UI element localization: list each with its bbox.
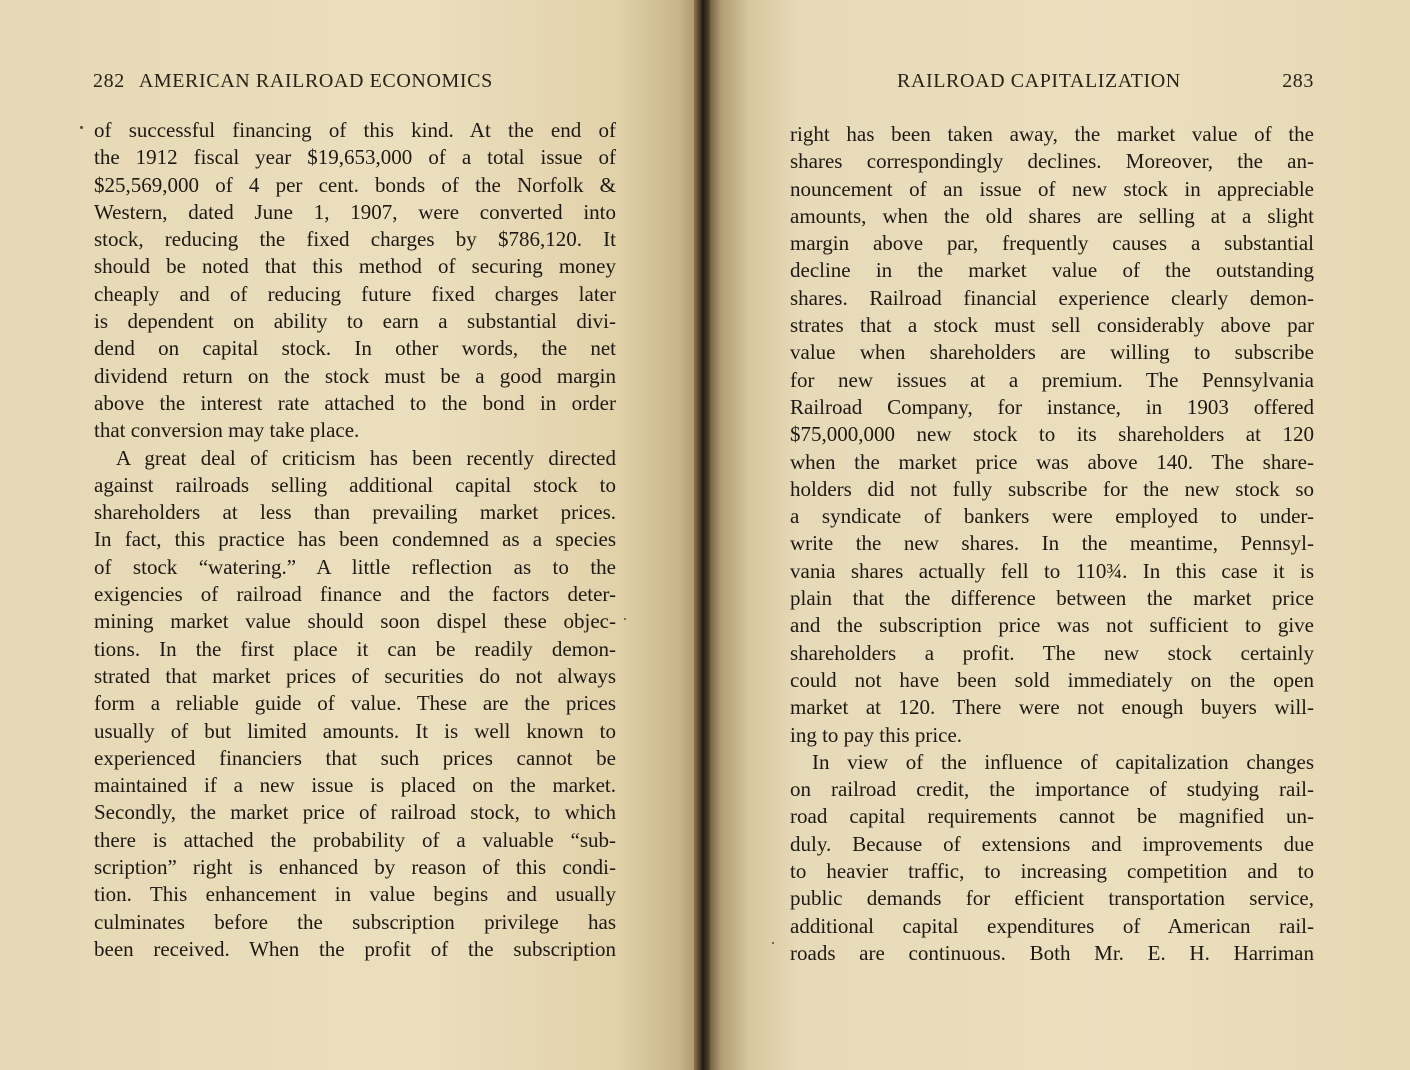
text-line: nouncement of an issue of new stock in appreciable [790,176,1314,201]
text-line: vania shares actually fell to 110¾. In this case it is [790,558,1314,583]
text-line: $25,569,000 of 4 per cent. bonds of the Norfolk & [94,172,616,197]
left-page-number: 282 [93,70,125,92]
right-head-title: RAILROAD CAPITALIZATION [897,70,1181,92]
text-line: tions. In the first place it can be readily demon- [94,636,616,661]
text-line: scription” right is enhanced by reason of this condi- [94,855,616,880]
text-line: dividend return on the stock must be a good margin [94,363,616,388]
text-line: In view of the influence of capitalization changes [812,749,1314,774]
text-line: experienced financiers that such prices cannot be [94,745,616,770]
text-line: above the interest rate attached to the bond in order [94,390,616,415]
text-line: right has been taken away, the market value of the [790,122,1314,146]
text-line: market at 120. There were not enough buyers will- [790,695,1314,720]
text-line: against railroads selling additional capital stock to [94,472,616,497]
text-line: roads are continuous. Both Mr. E. H. Harriman [790,940,1314,965]
text-line: write the new shares. In the meantime, Pennsyl- [790,531,1314,556]
text-line: exigencies of railroad finance and the factors deter- [94,582,616,607]
text-line: mining market value should soon dispel these objec- [94,609,616,634]
text-line: Railroad Company, for instance, in 1903 offered [790,394,1314,419]
text-line: could not have been sold immediately on the open [790,667,1314,692]
text-line: Secondly, the market price of railroad stock, to which [94,800,616,825]
text-line: shareholders at less than prevailing market prices. [94,500,616,525]
text-line: value when shareholders are willing to subscribe [790,340,1314,365]
text-line: shares correspondingly declines. Moreover, the an- [790,149,1314,174]
text-line: A great deal of criticism has been recently directed [116,445,616,470]
text-line: public demands for efficient transportation service, [790,886,1314,911]
right-body-text [790,121,1314,967]
left-head-title: AMERICAN RAILROAD ECONOMICS [138,70,493,92]
text-line: shareholders a profit. The new stock certainly [790,640,1314,665]
text-line: of successful financing of this kind. At the end of [94,118,616,142]
book-gutter [694,0,710,1070]
text-line: the 1912 fiscal year $19,653,000 of a total issue of [94,145,616,170]
left-running-head [93,70,616,93]
text-line: In fact, this practice has been condemned as a species [94,527,616,552]
text-line: amounts, when the old shares are selling at a slight [790,203,1314,228]
text-line: and the subscription price was not sufficient to give [790,613,1314,638]
left-page [0,0,700,1070]
text-line: been received. When the profit of the subscription [94,936,616,961]
text-line: to heavier traffic, to increasing competition and to [790,859,1314,884]
text-line: stock, reducing the fixed charges by $786,120. It [94,227,616,252]
left-body-text [94,117,616,963]
text-line: dend on capital stock. In other words, the net [94,336,616,361]
text-line: plain that the difference between the market price [790,586,1314,611]
text-line: form a reliable guide of value. These are the prices [94,691,616,716]
text-line: there is attached the probability of a valuable “sub- [94,827,616,852]
ink-speck [772,942,774,944]
text-line: maintained if a new issue is placed on the market. [94,773,616,798]
text-line: of stock “watering.” A little reflection as to the [94,554,616,579]
text-line: duly. Because of extensions and improvements due [790,831,1314,856]
text-line: road capital requirements cannot be magnified un- [790,804,1314,829]
text-line: should be noted that this method of securing money [94,254,616,279]
right-page [700,0,1410,1070]
text-line: holders did not fully subscribe for the new stock so [790,476,1314,501]
text-line: usually of but limited amounts. It is well known to [94,718,616,743]
text-line: for new issues at a premium. The Pennsylvania [790,367,1314,392]
text-line: margin above par, frequently causes a substantial [790,231,1314,256]
text-line: strated that market prices of securities do not always [94,663,616,688]
text-line: when the market price was above 140. The share- [790,449,1314,474]
right-page-number: 283 [1282,70,1314,92]
text-line: cheaply and of reducing future fixed charges later [94,281,616,306]
text-line: shares. Railroad financial experience clearly demon- [790,285,1314,310]
text-line: decline in the market value of the outstanding [790,258,1314,283]
ink-speck [80,126,83,129]
text-line: tion. This enhancement in value begins and usually [94,882,616,907]
ink-speck [624,618,626,620]
text-line: additional capital expenditures of American rail- [790,913,1314,938]
text-line: that conversion may take place. [94,418,360,443]
text-line: Western, dated June 1, 1907, were converted into [94,199,616,224]
text-line: strates that a stock must sell considerably above par [790,313,1314,338]
text-line: culminates before the subscription privilege has [94,909,616,934]
text-line: is dependent on ability to earn a substantial divi- [94,309,616,334]
text-line: $75,000,000 new stock to its shareholders at 120 [790,422,1314,447]
text-line: a syndicate of bankers were employed to under- [790,504,1314,529]
text-line: on railroad credit, the importance of studying rail- [790,777,1314,802]
text-line: ing to pay this price. [790,722,963,747]
